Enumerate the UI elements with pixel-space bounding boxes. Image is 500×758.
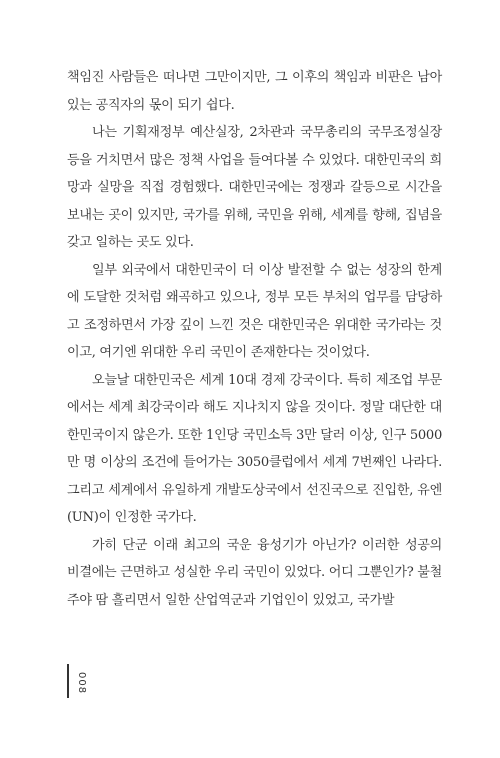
paragraph-3: 일부 외국에서 대한민국이 더 이상 발전할 수 없는 성장의 한계에 도달한 것처럼 왜곡하고 있으나, 정부 모든 부처의 업무를 담당하고 조정하면서 가장 깊이 느낀 것은 대한민국은 위대한 국가라는 것이고, 여기엔 위대한 우리 국민이 존재한다는 것이었다. (67, 262, 442, 360)
page-number-rule (67, 664, 69, 698)
paragraph-1: 책임진 사람들은 떠나면 그만이지만, 그 이후의 책임과 비판은 남아있는 공직자의 몫이 되기 쉽다. (67, 70, 442, 113)
paragraph-4: 오늘날 대한민국은 세계 10대 경제 강국이다. 특히 제조업 부문에서는 세계 최강국이라 해도 지나치지 않을 것이다. 정말 대단한 대한민국이지 않은가. 또한 1인당 국민소득 3만 달러 이상, 인구 5000만 명 이상의 조건에 들어가는 3050클럽에서 세계 7번째인 나라다. 그리고 세계에서 유일하게 개발도상국에서 선진국으로 진입한, 유엔(UN)이 인정한 국가다. (67, 372, 442, 525)
paragraph-5: 가히 단군 이래 최고의 국운 융성기가 아닌가? 이러한 성공의 비결에는 근면하고 성실한 우리 국민이 있었다. 어디 그뿐인가? 불철주야 땀 흘리면서 일한 산업역군과 기업인이 있었고, 국가발 (67, 537, 442, 608)
body-text (67, 64, 442, 614)
page-number: 008 (76, 672, 87, 695)
paragraph-2: 나는 기획재정부 예산실장, 2차관과 국무총리의 국무조정실장 등을 거치면서 많은 정책 사업을 들여다볼 수 있었다. 대한민국의 희망과 실망을 직접 경험했다. 대한민국에는 정쟁과 갈등으로 시간을 보내는 곳이 있지만, 국가를 위해, 국민을 위해, 세계를 향해, 집념을 갖고 일하는 곳도 있다. (67, 125, 442, 250)
